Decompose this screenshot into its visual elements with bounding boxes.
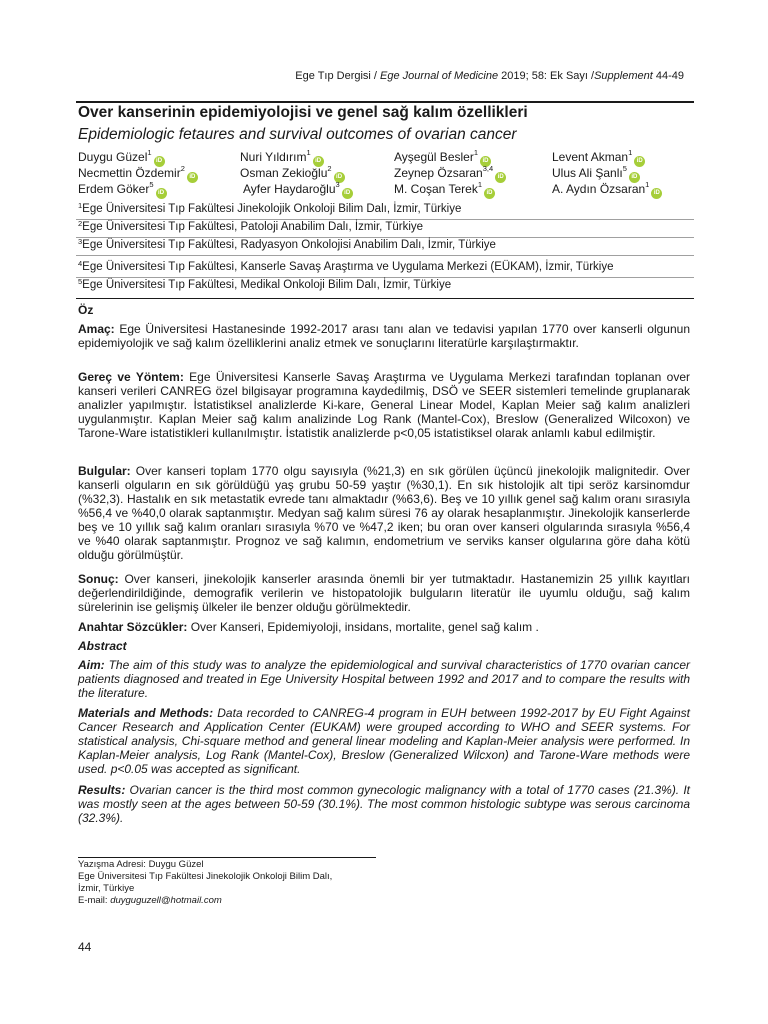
page-range: 44-49 [652, 70, 684, 82]
affiliation-2: $^2$Ege Üniversitesi Tıp Fakültesi, Patoloji Anabilim Dalı, İzmir, Türkiye [78, 219, 424, 233]
affiliation-divider [76, 219, 694, 220]
affiliation-4: $^4$Ege Üniversitesi Tıp Fakültesi, Kanserle Savaş Araştırma ve Uygulama Merkezi (EÜKAM), İzmir, Türkiye [78, 259, 614, 273]
orcid-icon[interactable]: iD [187, 172, 198, 183]
journal-header [295, 70, 684, 82]
correspondence-rule [78, 857, 376, 858]
author-10: Ayfer Haydaroğlu$^3$iD [243, 182, 353, 199]
author-8: Ulus Ali Şanlı$^5$iD [552, 166, 640, 183]
affiliation-divider [76, 255, 694, 256]
affiliation-divider [76, 277, 694, 278]
author-5: Necmettin Özdemir$^2$iD [78, 166, 198, 183]
author-11: M. Coşan Terek$^1$iD [394, 182, 495, 199]
correspondence-email: E-mail: duyguguzell@hotmail.com [78, 895, 222, 906]
title-rule [76, 101, 694, 103]
author-1: Duygu Güzel$^1$iD [78, 150, 165, 167]
orcid-icon[interactable]: iD [342, 188, 353, 199]
author-2: Nuri Yıldırım$^1$iD [240, 150, 324, 167]
affiliation-3: $^3$Ege Üniversitesi Tıp Fakültesi, Radyasyon Onkolojisi Anabilim Dalı, İzmir, Türkiye [78, 237, 496, 251]
correspondence [78, 859, 332, 907]
orcid-icon[interactable]: iD [629, 172, 640, 183]
oz-sonuc: Sonuç: Over kanseri, jinekolojik kanserler arasında önemli bir yer tutmaktadır. Hastanemizin 25 yıllık kayıtları değerlendirildiğinde, demografik verilerin ve histopatolojik bulguların literatür ile uyumlu olduğu, sağ kalım sürelerinin ise gelişmiş ülkeler ile benzer olduğu görülmektedir. [78, 572, 690, 614]
author-12: A. Aydın Özsaran$^1$iD [552, 182, 662, 199]
journal-name-en: Ege Journal of Medicine [380, 70, 499, 82]
correspondence-name: Yazışma Adresi: Duygu Güzel [78, 859, 204, 870]
abstract-methods: Materials and Methods: Data recorded to CANREG-4 program in EUH between 1992-2017 by EU Fight Against Cancer Research and Application Center (EUKAM) were grouped according to WHO and SEER systems. For statistical analysis, Chi-square method and general linear modeling and Kaplan-Meier analysis were performed. In Kaplan-Meier analysis, Log Rank (Mantel-Cox), Breslow (Generalized Wilcxon) and Tarone-Ware methods were used. p<0.05 was accepted as significant. [78, 706, 690, 776]
affiliation-1: $^1$Ege Üniversitesi Tıp Fakültesi Jinekolojik Onkoloji Bilim Dalı, İzmir, Türkiye [78, 201, 462, 215]
affiliation-5: $^5$Ege Üniversitesi Tıp Fakültesi, Medikal Onkoloji Bilim Dalı, İzmir, Türkiye [78, 277, 452, 291]
header-separator: / [370, 70, 381, 82]
correspondence-city: İzmir, Türkiye [78, 883, 135, 894]
oz-heading: Öz [78, 303, 94, 317]
author-4: Levent Akman$^1$iD [552, 150, 645, 167]
author-9: Erdem Göker$^5$iD [78, 182, 167, 199]
orcid-icon[interactable]: iD [651, 188, 662, 199]
abstract-aim: Aim: The aim of this study was to analyze the epidemiological and survival characteristics of 1770 ovarian cancer patients diagnosed and treated in Ege University Hospital between 1992 and 2017 and to compare the results with the literature. [78, 658, 690, 700]
orcid-icon[interactable]: iD [484, 188, 495, 199]
orcid-icon[interactable]: iD [154, 156, 165, 167]
oz-gerec: Gereç ve Yöntem: Ege Üniversitesi Kanserle Savaş Araştırma ve Uygulama Merkezi tarafından toplanan over kanseri verileri CANREG özel bilgisayar programına kaydedilmiş, DSÖ ve SEER sistemleri temelinde gruplanarak analizler yapılmıştır. İstatistiksel analizlerde Ki-kare, General Linear Model, Kaplan Meier sağ kalım analizleri uygulanmıştır. Kaplan Meier sağ kalım analizinde Log Rank (Mantel-Cox), Breslow (Generalized Wilcoxon) ve Tarone-Ware istatistikleri kullanılmıştır. İstatistik analizlerde p<0,05 istatistiksel olarak anlamlı kabul edilmiştir. [78, 370, 691, 440]
orcid-icon[interactable]: iD [156, 188, 167, 199]
orcid-icon[interactable]: iD [334, 172, 345, 183]
orcid-icon[interactable]: iD [495, 172, 506, 183]
author-3: Ayşegül Besler$^1$iD [394, 150, 491, 167]
affiliation-divider [76, 298, 694, 299]
abstract-results: Results: Ovarian cancer is the third most common gynecologic malignancy with a total of 1770 cases (21.3%). It was mostly seen at the ages between 50-59 (30.1%). The most common histologic subtype was serous carcinoma (32.3%). [78, 783, 690, 825]
article-title: Over kanserinin epidemiyolojisi ve genel sağ kalım özellikleri [78, 104, 528, 121]
affiliation-divider [76, 237, 694, 238]
correspondence-address: Ege Üniversitesi Tıp Fakültesi Jinekolojik Onkoloji Bilim Dalı, [78, 871, 333, 882]
orcid-icon[interactable]: iD [313, 156, 324, 167]
abstract-heading: Abstract [78, 639, 127, 653]
author-6: Osman Zekioğlu$^2$iD [240, 166, 345, 183]
email-link[interactable]: duyguguzell@hotmail.com [110, 895, 222, 906]
oz-bulgular: Bulgular: Over kanseri toplam 1770 olgu sayısıyla (%21,3) en sık görülen üçüncü jinekolojik malignitedir. Over kanserli olguların en sık görüldüğü yaş grubu 50-59 yaştır (%30,1). En sık histolojik alt tipi seröz karsinomdur (%32,3). Hastalık en sık metastatik evrede tanı almaktadır (%63,6). Beş ve 10 yıllık genel sağ kalım oranı sırasıyla %56,4 ve %40,0 olarak saptanmıştır. Medyan sağ kalım süresi 76 ay olarak hesaplanmıştır. Jinekolojik kanserlerde beş ve 10 yıllık sağ kalım oranları sırasıyla %70 ve %47,2 iken; bu oran over kanseri olgularında sırasıyla %56,4 ve %40 olarak saptanmıştır. Prognoz ve sağ kalımın, endometrium ve serviks kanser olgularına göre daha kötü olduğu görülmüştür. [78, 464, 690, 562]
journal-name-tr: Ege Tıp Dergisi [295, 70, 371, 82]
issue-info: 2019; 58: Ek Sayı / [498, 70, 595, 82]
supplement-label: Supplement [594, 70, 653, 82]
article-subtitle: Epidemiologic fetaures and survival outcomes of ovarian cancer [78, 126, 517, 143]
orcid-icon[interactable]: iD [480, 156, 491, 167]
orcid-icon[interactable]: iD [634, 156, 645, 167]
author-7: Zeynep Özsaran$^{3,4}$iD [394, 166, 506, 183]
oz-keywords: Anahtar Sözcükler: Over Kanseri, Epidemiyoloji, insidans, mortalite, genel sağ kalım . [78, 620, 539, 634]
oz-amac: Amaç: Ege Üniversitesi Hastanesinde 1992-2017 arası tanı alan ve tedavisi yapılan 1770 over kanserli olgunun epidemiyolojik ve sağ kalım özelliklerini analiz etmek ve sonuçlarını literatürle karşılaştırmaktır. [78, 322, 690, 350]
page-number: 44 [78, 940, 92, 954]
